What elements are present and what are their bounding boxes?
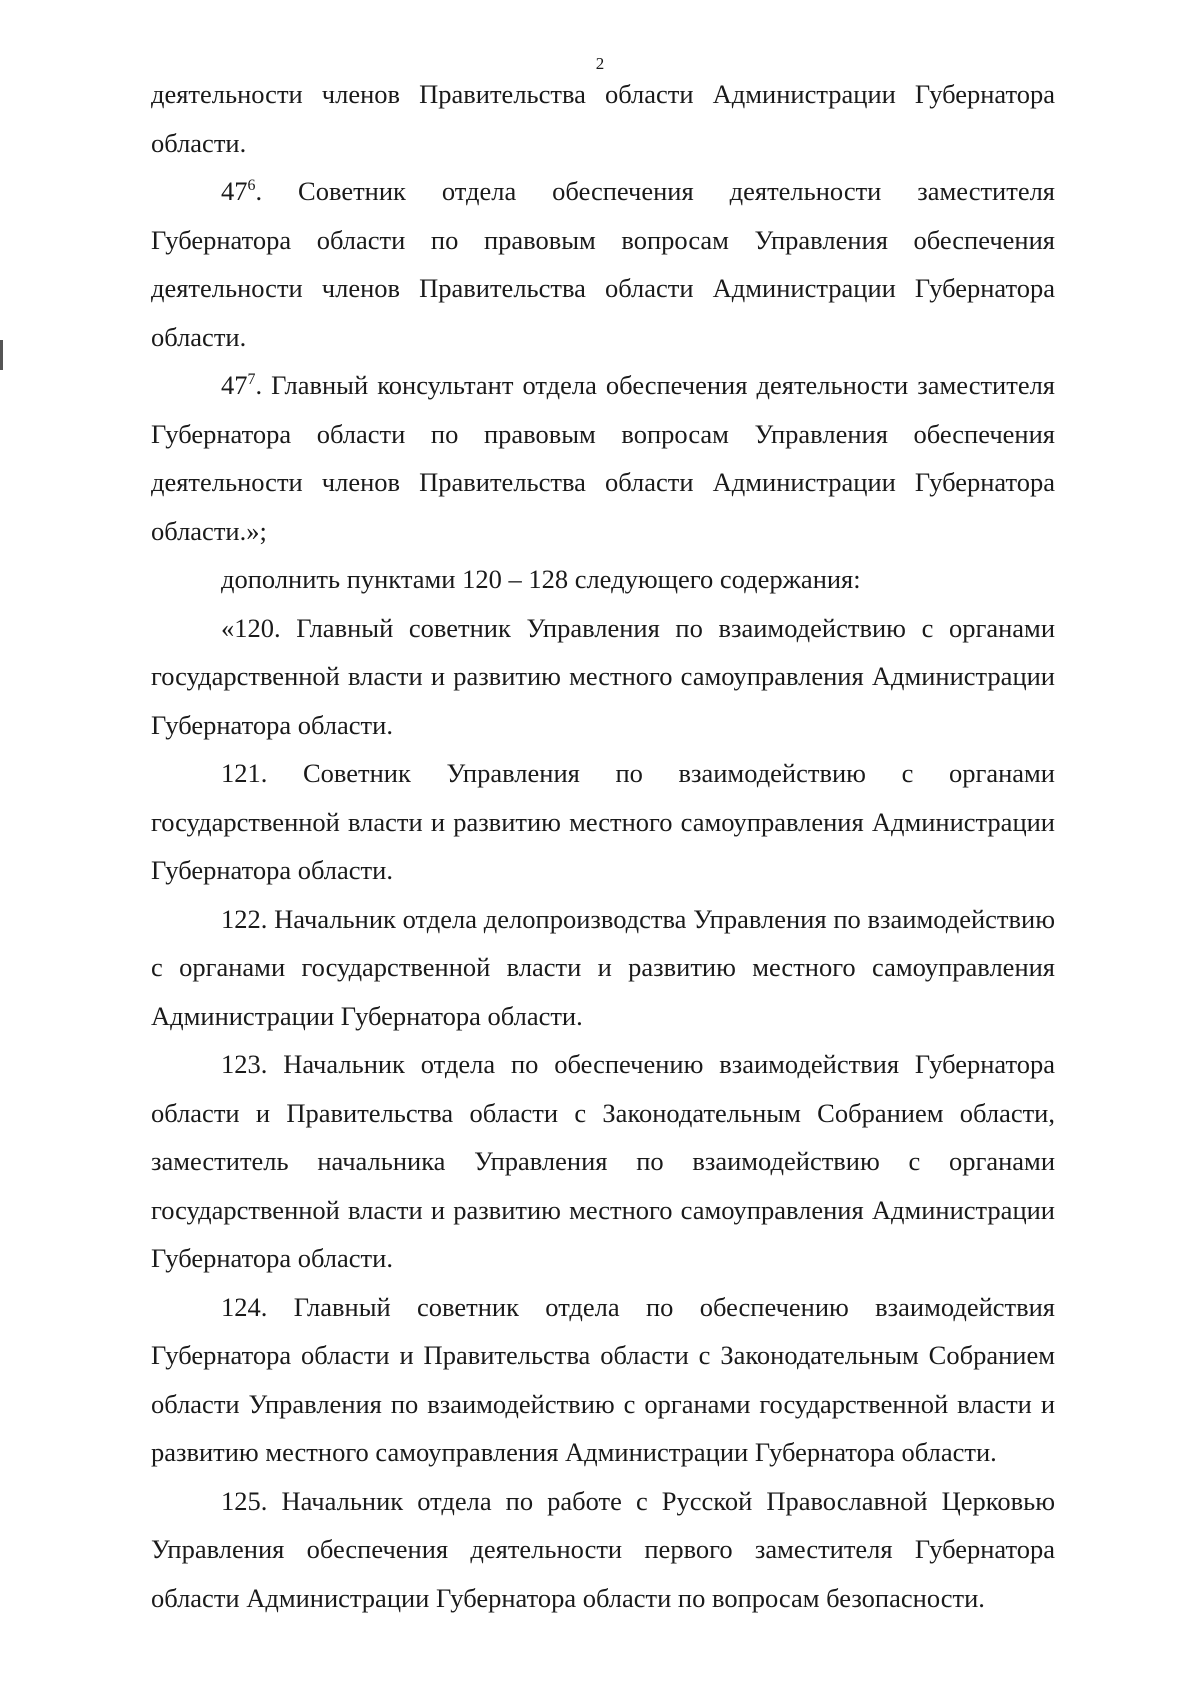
paragraph-120 xyxy=(151,604,1055,750)
paragraph-124 xyxy=(151,1283,1055,1477)
paragraph-text: «120. Главный советник Управления по взаимодействию с органами государственной власти и развитию местного самоуправления Администрации Губернатора области. xyxy=(151,612,1055,740)
paragraph-text: дополнить пунктами 120 – 128 следующего содержания: xyxy=(221,564,861,594)
paragraph-text: 122. Начальник отдела делопроизводства Управления по взаимодействию с органами государственной власти и развитию местного самоуправления Администрации Губернатора области. xyxy=(151,903,1055,1031)
paragraph-text: 125. Начальник отдела по работе с Русской Православной Церковью Управления обеспечения деятельности первого заместителя Губернатора области Администрации Губернатора области по вопросам безопасности. xyxy=(151,1485,1055,1613)
paragraph-text: 123. Начальник отдела по обеспечению взаимодействия Губернатора области и Правительства области с Законодательным Собранием области, заместитель начальника Управления по взаимодействию с органами государственной власти и развитию местного самоуправления Администрации Губернатора области. xyxy=(151,1049,1055,1273)
paragraph-superscript: 6 xyxy=(247,177,256,195)
paragraph-121 xyxy=(151,749,1055,895)
page-number: 2 xyxy=(595,54,605,73)
paragraph-47-6 xyxy=(151,167,1055,361)
paragraph-number: 47 xyxy=(221,176,248,206)
paragraph-47-7 xyxy=(151,361,1055,555)
paragraph-text: 124. Главный советник отдела по обеспечению взаимодействия Губернатора области и Правительства области с Законодательным Собранием области Управления по взаимодействию с органами государственной власти и развитию местного самоуправления Администрации Губернатора области. xyxy=(151,1291,1055,1467)
paragraph-number: 47 xyxy=(221,370,248,400)
paragraph-amendment-intro xyxy=(151,555,1055,604)
paragraph-text: . Главный консультант отдела обеспечения деятельности заместителя Губернатора области по правовым вопросам Управления обеспечения деятельности членов Правительства области Администрации Губернатора области.»; xyxy=(151,370,1055,546)
scan-margin-mark xyxy=(0,340,3,370)
paragraph-superscript: 7 xyxy=(247,371,256,389)
paragraph-continuation xyxy=(151,70,1055,167)
paragraph-text: . Советник отдела обеспечения деятельности заместителя Губернатора области по правовым вопросам Управления обеспечения деятельности членов Правительства области Администрации Губернатора области. xyxy=(151,176,1055,352)
paragraph-text: деятельности членов Правительства области Администрации Губернатора области. xyxy=(151,79,1055,158)
paragraph-125 xyxy=(151,1477,1055,1623)
paragraph-123 xyxy=(151,1040,1055,1283)
paragraph-122 xyxy=(151,895,1055,1041)
paragraph-text: 121. Советник Управления по взаимодействию с органами государственной власти и развитию местного самоуправления Администрации Губернатора области. xyxy=(151,758,1055,885)
document-body xyxy=(151,70,1055,1622)
